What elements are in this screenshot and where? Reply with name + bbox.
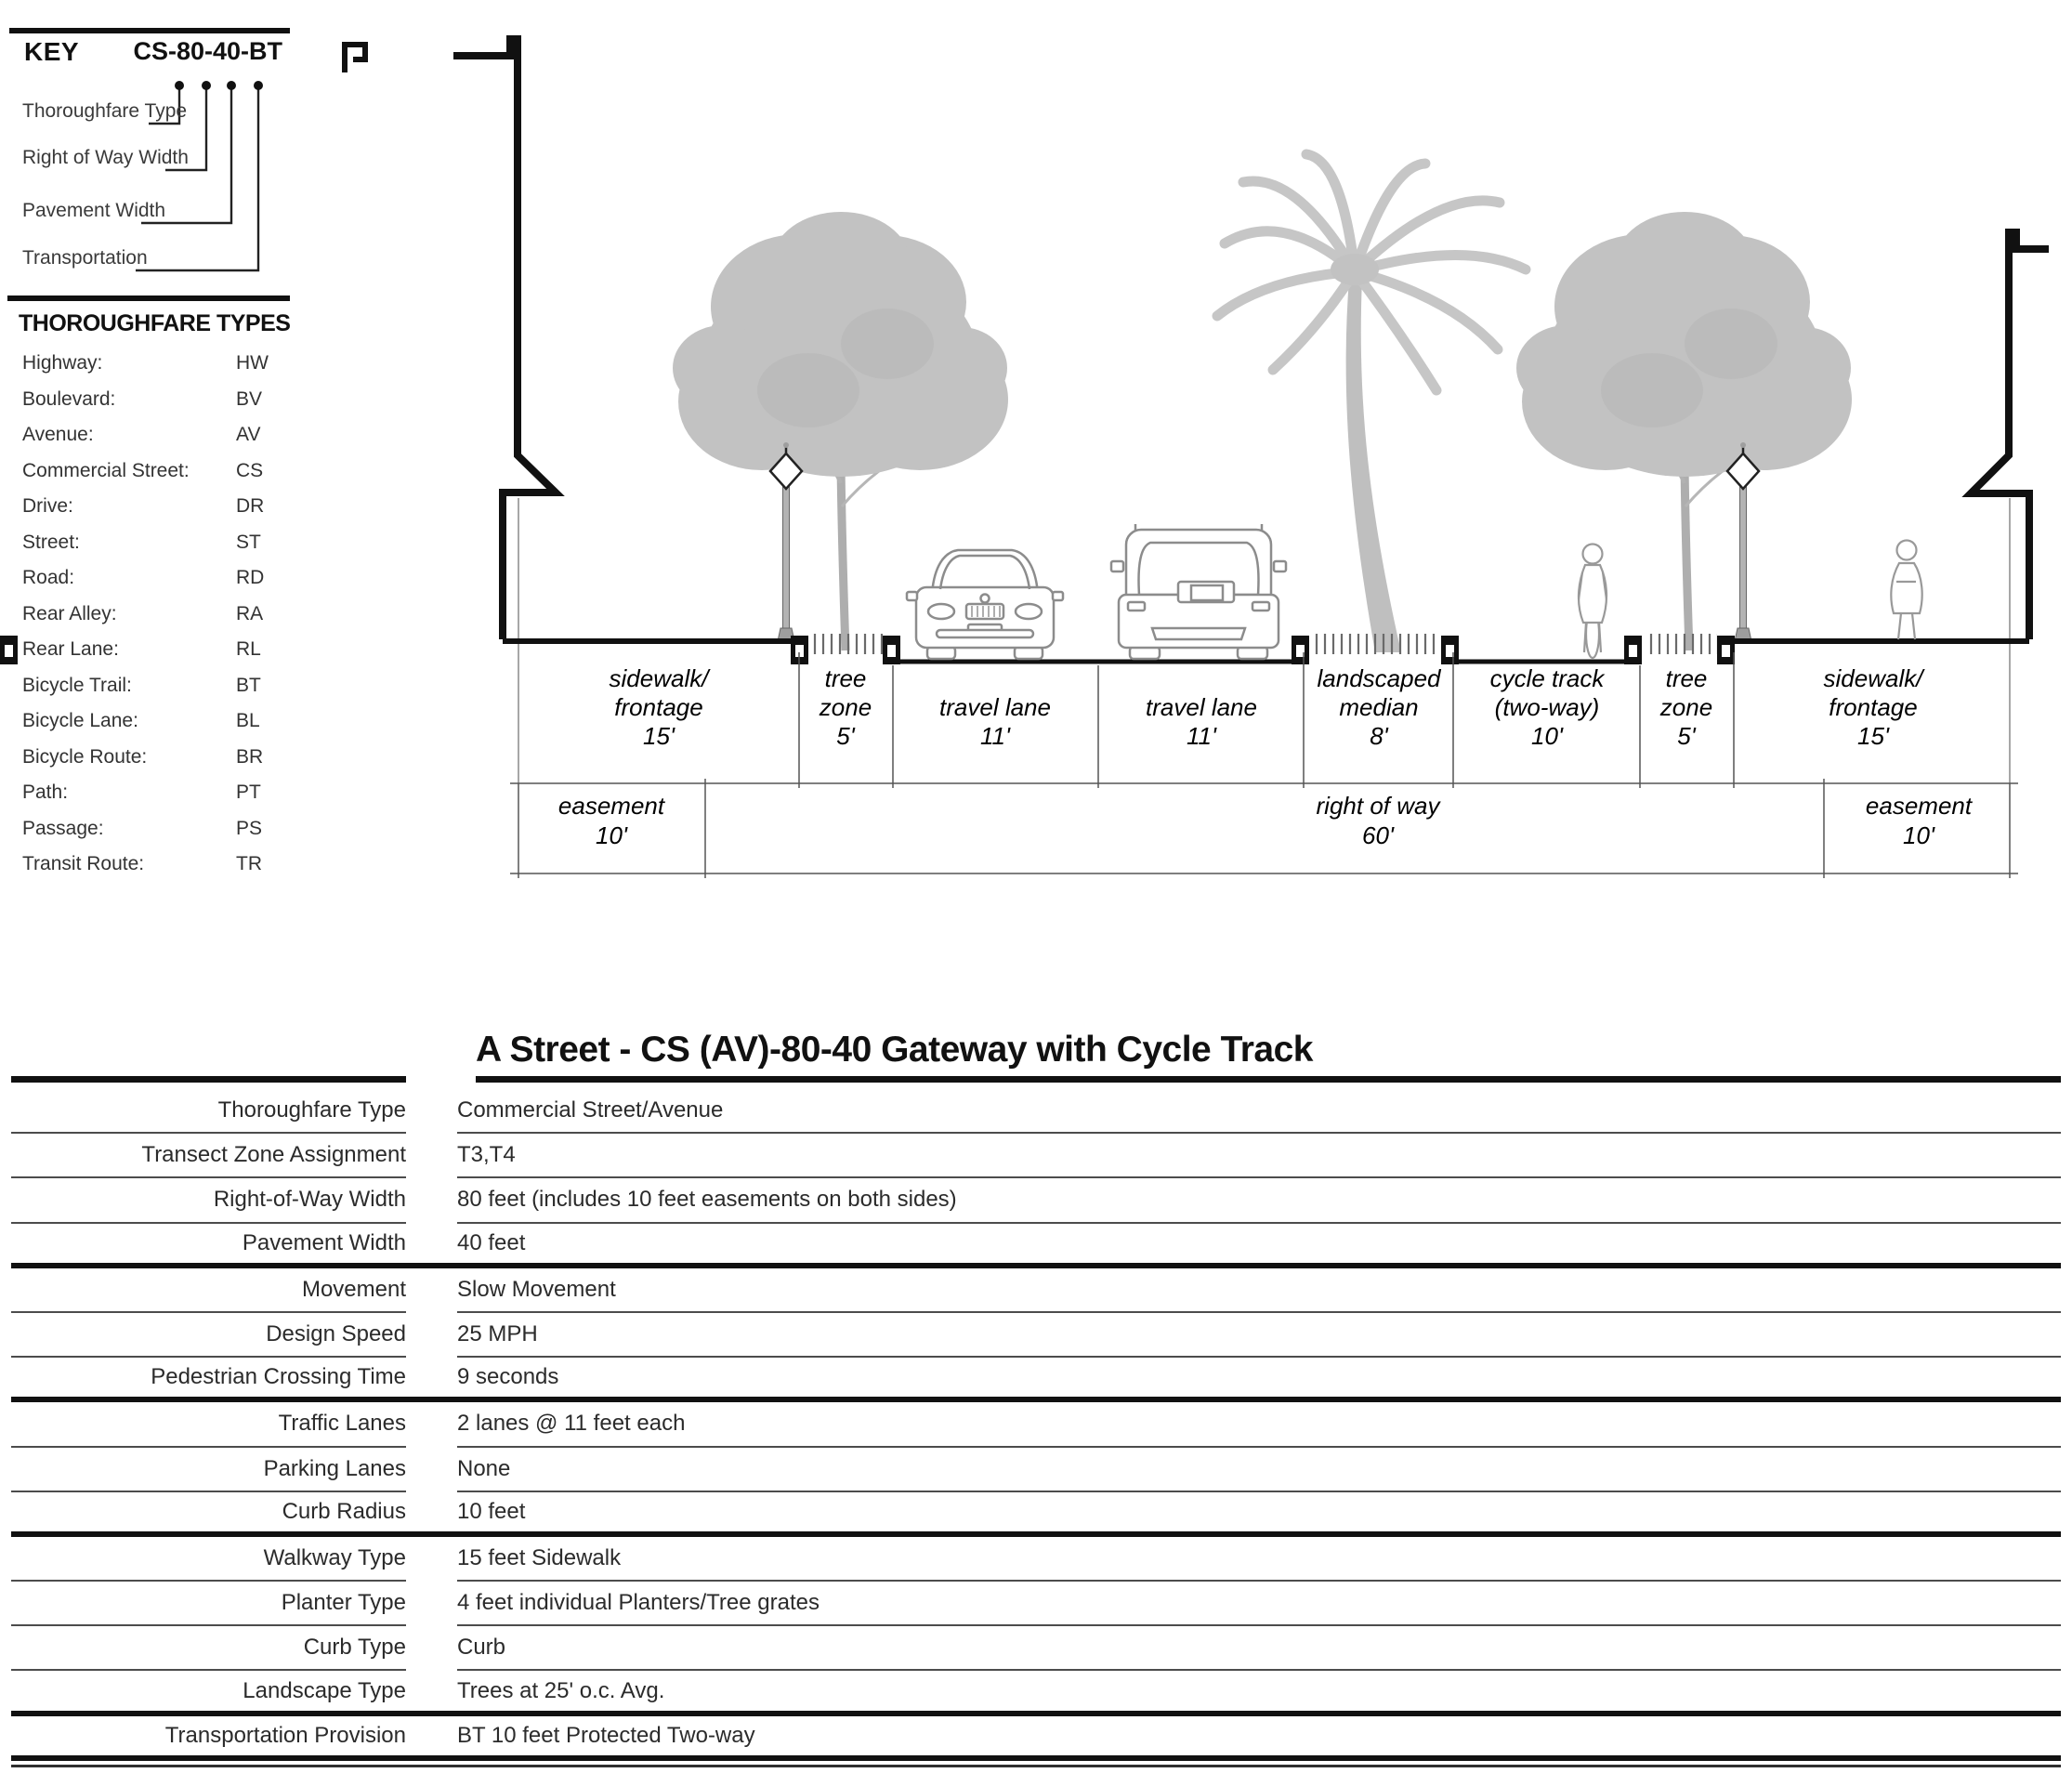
- spec-row-label: Pavement Width: [11, 1224, 406, 1268]
- svg-text:easement: easement: [1865, 792, 1973, 820]
- svg-text:8': 8': [1370, 722, 1388, 750]
- svg-text:15': 15': [643, 722, 675, 750]
- thoroughfare-type-abbr: RL: [236, 638, 261, 661]
- thoroughfare-type-label: Highway:: [22, 352, 103, 374]
- svg-text:median: median: [1339, 693, 1419, 721]
- spec-label-column-top-rule: [11, 1076, 406, 1083]
- key-entry-right-of-way: Right of Way Width: [22, 147, 189, 168]
- spec-row-label: Transect Zone Assignment: [11, 1134, 406, 1178]
- svg-text:right of way: right of way: [1316, 792, 1440, 820]
- curb: [1624, 636, 1642, 664]
- spec-table-row: [11, 1224, 2061, 1268]
- curb: [883, 636, 900, 664]
- thoroughfare-type-abbr: BL: [236, 710, 260, 732]
- thoroughfare-type-label: Avenue:: [22, 424, 94, 446]
- thoroughfare-type-abbr: HW: [236, 352, 269, 374]
- building-left: [453, 39, 556, 639]
- pedestrian: [1891, 541, 1921, 640]
- car-suv: [1111, 524, 1286, 659]
- spec-row-gap: [406, 1671, 457, 1715]
- svg-text:travel lane: travel lane: [939, 693, 1051, 721]
- svg-text:frontage: frontage: [1829, 693, 1918, 721]
- thoroughfare-type-label: Rear Alley:: [22, 602, 117, 624]
- spec-row-gap: [406, 1089, 457, 1134]
- spec-row-label: Right-of-Way Width: [11, 1178, 406, 1223]
- car-sedan: [907, 550, 1063, 659]
- thoroughfare-type-abbr: PT: [236, 781, 261, 804]
- thoroughfare-type-abbr: CS: [236, 459, 264, 481]
- thoroughfare-type-label: Transit Route:: [22, 853, 145, 875]
- spec-row-gap: [406, 1448, 457, 1492]
- curb: [1441, 636, 1459, 664]
- building-edge-mark: [345, 45, 365, 72]
- spec-table-row: [11, 1268, 2061, 1313]
- spec-table-row: [11, 1582, 2061, 1626]
- thoroughfare-type-label: Passage:: [22, 817, 104, 839]
- spec-row-gap: [406, 1626, 457, 1671]
- svg-text:sidewalk/: sidewalk/: [1823, 664, 1923, 692]
- thoroughfare-type-abbr: RD: [236, 567, 265, 589]
- svg-text:zone: zone: [1659, 693, 1713, 721]
- spec-row-value: T3,T4: [457, 1134, 2061, 1178]
- thoroughfare-type-abbr: BT: [236, 674, 261, 696]
- spec-row-label: Walkway Type: [11, 1537, 406, 1582]
- curb: [1717, 636, 1735, 664]
- svg-text:5': 5': [1677, 722, 1696, 750]
- svg-text:tree: tree: [824, 664, 867, 692]
- spec-row-value: None: [457, 1448, 2061, 1492]
- thoroughfare-type-label: Boulevard:: [22, 387, 116, 410]
- spec-table-row: [11, 1492, 2061, 1537]
- page-bottom-rule: [11, 1765, 2061, 1767]
- thoroughfare-type-abbr: BV: [236, 387, 263, 410]
- thoroughfare-type-abbr: BR: [236, 745, 264, 768]
- thoroughfare-types-title: THOROUGHFARE TYPES: [19, 310, 291, 336]
- spec-row-label: Landscape Type: [11, 1671, 406, 1715]
- spec-row-gap: [406, 1134, 457, 1178]
- spec-row-gap: [406, 1716, 457, 1761]
- spec-row-gap: [406, 1402, 457, 1447]
- svg-text:10': 10': [1531, 722, 1563, 750]
- spec-table-row: [11, 1134, 2061, 1178]
- spec-row-value: 25 MPH: [457, 1313, 2061, 1358]
- thoroughfare-type-label: Rear Lane:: [22, 638, 119, 661]
- spec-row-label: Design Speed: [11, 1313, 406, 1358]
- thoroughfare-type-label: Street:: [22, 531, 80, 553]
- spec-table-row: [11, 1178, 2061, 1223]
- spec-table-row: [11, 1448, 2061, 1492]
- thoroughfare-type-abbr: AV: [236, 424, 261, 446]
- svg-text:frontage: frontage: [614, 693, 703, 721]
- curbs: [0, 636, 18, 664]
- spec-row-label: Curb Radius: [11, 1492, 406, 1537]
- spec-row-value: Trees at 25' o.c. Avg.: [457, 1671, 2061, 1715]
- spec-row-gap: [406, 1358, 457, 1402]
- svg-text:tree: tree: [1665, 664, 1708, 692]
- svg-text:60': 60': [1362, 821, 1394, 849]
- spec-row-value: Commercial Street/Avenue: [457, 1089, 2061, 1134]
- thoroughfare-type-abbr: RA: [236, 602, 264, 624]
- thoroughfare-type-abbr: PS: [236, 817, 263, 839]
- thoroughfare-type-abbr: DR: [236, 495, 265, 518]
- curb: [1292, 636, 1309, 664]
- spec-row-gap: [406, 1178, 457, 1223]
- spec-row-gap: [406, 1582, 457, 1626]
- spec-table-row: [11, 1089, 2061, 1134]
- key-entry-pavement-width: Pavement Width: [22, 200, 166, 221]
- svg-text:5': 5': [836, 722, 855, 750]
- svg-text:easement: easement: [557, 792, 665, 820]
- spec-table: [11, 1089, 2061, 1761]
- spec-table-row: [11, 1626, 2061, 1671]
- spec-row-label: Planter Type: [11, 1582, 406, 1626]
- spec-value-column-top-rule: [476, 1076, 2061, 1083]
- spec-row-label: Transportation Provision: [11, 1716, 406, 1761]
- svg-text:landscaped: landscaped: [1317, 664, 1441, 692]
- cyclist: [1578, 545, 1607, 659]
- street-light-right: [1727, 442, 1759, 641]
- thoroughfare-type-label: Bicycle Route:: [22, 745, 148, 768]
- spec-table-row: [11, 1716, 2061, 1761]
- spec-row-value: 9 seconds: [457, 1358, 2061, 1402]
- spec-table-row: [11, 1537, 2061, 1582]
- spec-row-label: Traffic Lanes: [11, 1402, 406, 1447]
- svg-text:10': 10': [596, 821, 627, 849]
- spec-row-label: Movement: [11, 1268, 406, 1313]
- spec-row-value: 80 feet (includes 10 feet easements on both sides): [457, 1178, 2061, 1223]
- row-labels: [558, 792, 1974, 849]
- spec-row-value: 15 feet Sidewalk: [457, 1537, 2061, 1582]
- spec-row-value: 40 feet: [457, 1224, 2061, 1268]
- spec-row-label: Curb Type: [11, 1626, 406, 1671]
- svg-text:11': 11': [980, 722, 1010, 750]
- spec-title: A Street - CS (AV)-80-40 Gateway with Cycle Track: [476, 1030, 1313, 1070]
- svg-text:cycle track: cycle track: [1489, 664, 1605, 692]
- key-entry-thoroughfare-type: Thoroughfare Type: [22, 100, 188, 122]
- spec-table-row: [11, 1402, 2061, 1447]
- spec-table-row: [11, 1671, 2061, 1715]
- spec-row-value: 4 feet individual Planters/Tree grates: [457, 1582, 2061, 1626]
- street-tree-right: [1516, 212, 1852, 650]
- spec-row-value: 10 feet: [457, 1492, 2061, 1537]
- key-code: CS-80-40-BT: [133, 37, 282, 65]
- spec-row-gap: [406, 1492, 457, 1537]
- svg-text:10': 10': [1903, 821, 1934, 849]
- spec-row-label: Parking Lanes: [11, 1448, 406, 1492]
- thoroughfare-type-label: Commercial Street:: [22, 459, 190, 481]
- svg-text:sidewalk/: sidewalk/: [609, 664, 709, 692]
- svg-text:travel lane: travel lane: [1146, 693, 1257, 721]
- key-entry-transportation: Transportation: [22, 247, 148, 269]
- thoroughfare-type-abbr: TR: [236, 853, 262, 875]
- spec-table-row: [11, 1313, 2061, 1358]
- spec-row-gap: [406, 1268, 457, 1313]
- zone-labels: [610, 664, 1926, 750]
- thoroughfare-type-label: Bicycle Trail:: [22, 674, 132, 696]
- spec-row-value: Slow Movement: [457, 1268, 2061, 1313]
- svg-text:zone: zone: [819, 693, 872, 721]
- spec-row-value: BT 10 feet Protected Two-way: [457, 1716, 2061, 1761]
- spec-row-gap: [406, 1537, 457, 1582]
- thoroughfare-type-label: Bicycle Lane:: [22, 710, 138, 732]
- spec-row-value: Curb: [457, 1626, 2061, 1671]
- svg-text:11': 11': [1187, 722, 1216, 750]
- key-title: KEY: [24, 37, 80, 66]
- svg-text:15': 15': [1857, 722, 1889, 750]
- thoroughfare-type-label: Drive:: [22, 495, 73, 518]
- spec-row-gap: [406, 1224, 457, 1268]
- spec-table-row: [11, 1358, 2061, 1402]
- spec-row-label: Thoroughfare Type: [11, 1089, 406, 1134]
- street-light-left: [770, 442, 802, 641]
- spec-row-gap: [406, 1313, 457, 1358]
- thoroughfare-type-label: Road:: [22, 567, 75, 589]
- thoroughfare-type-abbr: ST: [236, 531, 261, 553]
- spec-row-value: 2 lanes @ 11 feet each: [457, 1402, 2061, 1447]
- spec-row-label: Pedestrian Crossing Time: [11, 1358, 406, 1402]
- svg-text:(two-way): (two-way): [1494, 693, 1600, 721]
- thoroughfare-type-label: Path:: [22, 781, 69, 804]
